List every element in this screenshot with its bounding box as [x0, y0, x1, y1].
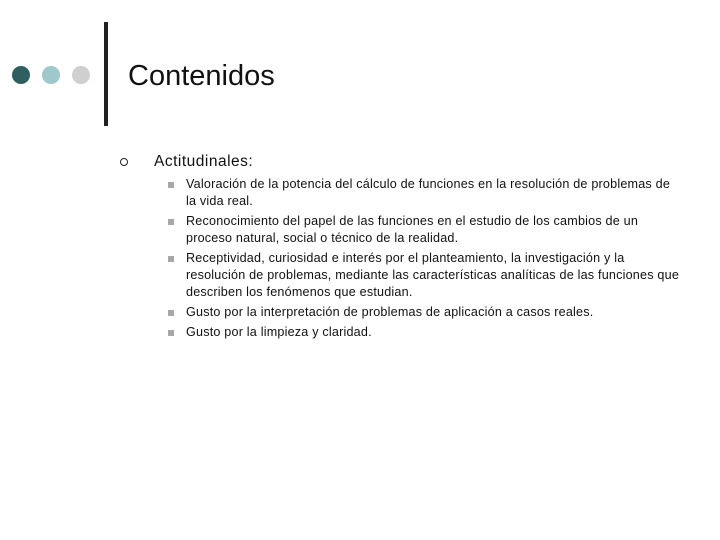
ring-bullet-icon	[120, 158, 128, 166]
list-item-text: Receptividad, curiosidad e interés por el planteamiento, la investigación y la resolución de problemas, mediante las características analíticas de las funciones que describen los fenómenos que estudian.	[186, 251, 680, 299]
dark-teal-dot-icon	[12, 66, 30, 84]
list-item	[120, 250, 680, 301]
list-item	[120, 176, 680, 210]
section-heading	[120, 152, 680, 172]
list-item-text: Reconocimiento del papel de las funciones en el estudio de los cambios de un proceso natural, social o técnico de la realidad.	[186, 214, 639, 245]
square-bullet-icon	[168, 330, 174, 336]
slide-content	[120, 152, 680, 344]
list-item	[120, 304, 680, 321]
square-bullet-icon	[168, 219, 174, 225]
bullet-list	[120, 176, 680, 341]
light-teal-dot-icon	[42, 66, 60, 84]
section-heading-text: Actitudinales:	[154, 153, 254, 170]
grey-dot-icon	[72, 66, 90, 84]
list-item-text: Gusto por la interpretación de problemas de aplicación a casos reales.	[186, 305, 594, 319]
square-bullet-icon	[168, 182, 174, 188]
list-item	[120, 213, 680, 247]
square-bullet-icon	[168, 256, 174, 262]
list-item-text: Valoración de la potencia del cálculo de funciones en la resolución de problemas de la vida real.	[186, 177, 671, 208]
list-item	[120, 324, 680, 341]
square-bullet-icon	[168, 310, 174, 316]
slide-title: Contenidos	[128, 60, 275, 92]
title-divider-bar	[104, 22, 108, 126]
list-item-text: Gusto por la limpieza y claridad.	[186, 325, 372, 339]
